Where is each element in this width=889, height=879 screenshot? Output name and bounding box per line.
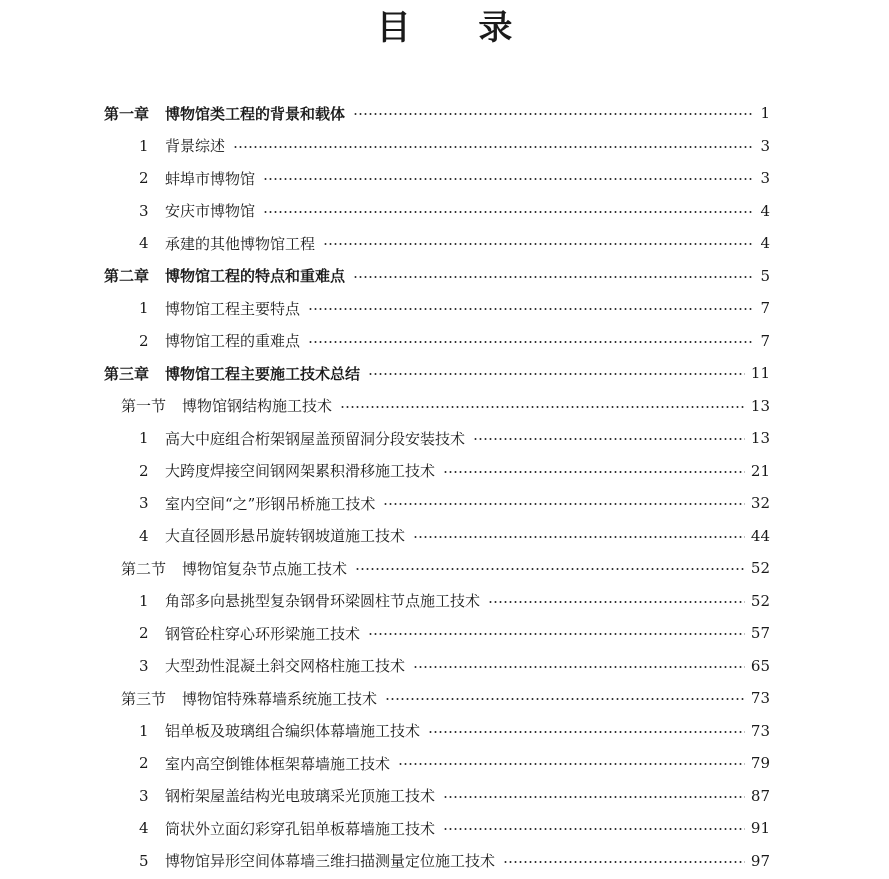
toc-entry-number: 2 xyxy=(139,624,149,643)
toc-entry-title: 博物馆工程的重难点 xyxy=(165,332,301,351)
toc-entry-number: 1 xyxy=(139,721,149,740)
toc-entry-page-number: 3 xyxy=(760,136,770,155)
toc-entry-page-number: 32 xyxy=(750,494,770,513)
toc-entry-page-number: 65 xyxy=(750,656,770,675)
toc-entry-item[interactable] xyxy=(104,747,770,780)
toc-entry-page-number: 73 xyxy=(750,689,770,708)
dot-leader xyxy=(443,471,745,473)
dot-leader xyxy=(385,698,745,700)
toc-entry-page-number: 7 xyxy=(760,331,770,350)
toc-entry-section[interactable] xyxy=(104,390,770,423)
toc-entry-title: 博物馆工程主要施工技术总结 xyxy=(165,364,361,383)
toc-entry-number: 第一章 xyxy=(104,104,150,123)
toc-entry-number: 第三节 xyxy=(121,689,167,708)
toc-entry-item[interactable] xyxy=(104,162,770,195)
toc-entry-chapter[interactable] xyxy=(104,97,770,130)
toc-entry-title: 大跨度焊接空间钢网架累积滑移施工技术 xyxy=(165,462,436,481)
toc-entry-item[interactable] xyxy=(104,422,770,455)
toc-entry-item[interactable] xyxy=(104,520,770,553)
toc-entry-chapter[interactable] xyxy=(104,357,770,390)
toc-entry-number: 第三章 xyxy=(104,364,150,383)
toc-entry-number: 第二章 xyxy=(104,267,150,286)
dot-leader xyxy=(368,633,745,635)
toc-entry-title: 博物馆类工程的背景和载体 xyxy=(165,104,346,123)
dot-leader xyxy=(368,373,745,375)
dot-leader xyxy=(398,763,745,765)
toc-entry-item[interactable] xyxy=(104,487,770,520)
dot-leader xyxy=(233,146,754,148)
toc-entry-section[interactable] xyxy=(104,682,770,715)
toc-entry-title: 承建的其他博物馆工程 xyxy=(165,234,316,253)
dot-leader xyxy=(263,178,754,180)
toc-entry-number: 2 xyxy=(139,754,149,773)
dot-leader xyxy=(308,308,754,310)
toc-entry-number: 3 xyxy=(139,656,149,675)
toc-entry-item[interactable] xyxy=(104,292,770,325)
toc-entry-number: 1 xyxy=(139,136,149,155)
toc-entry-page-number: 5 xyxy=(760,266,770,285)
toc-entry-item[interactable] xyxy=(104,227,770,260)
toc-entry-number: 3 xyxy=(139,786,149,805)
dot-leader xyxy=(355,568,745,570)
toc-entry-page-number: 44 xyxy=(750,526,770,545)
toc-entry-title: 博物馆钢结构施工技术 xyxy=(182,397,333,416)
toc-entry-title: 博物馆复杂节点施工技术 xyxy=(182,559,348,578)
page-title: 目 录 xyxy=(376,8,541,48)
toc-entry-title: 高大中庭组合桁架钢屋盖预留洞分段安装技术 xyxy=(165,429,466,448)
dot-leader xyxy=(488,601,745,603)
toc-entry-title: 博物馆异形空间体幕墙三维扫描测量定位施工技术 xyxy=(165,852,496,871)
toc-entry-page-number: 73 xyxy=(750,721,770,740)
toc-entry-page-number: 7 xyxy=(760,299,770,318)
toc-entry-item[interactable] xyxy=(104,617,770,650)
toc-entry-title: 室内高空倒锥体框架幕墙施工技术 xyxy=(165,754,391,773)
dot-leader xyxy=(473,438,745,440)
toc-entry-item[interactable] xyxy=(104,780,770,813)
dot-leader xyxy=(353,113,754,115)
dot-leader xyxy=(340,406,745,408)
toc-entry-number: 1 xyxy=(139,299,149,318)
toc-entry-title: 安庆市博物馆 xyxy=(165,202,256,221)
toc-entry-title: 背景综述 xyxy=(165,137,226,156)
toc-entry-item[interactable] xyxy=(104,455,770,488)
toc-entry-chapter[interactable] xyxy=(104,260,770,293)
toc-entry-number: 1 xyxy=(139,429,149,448)
dot-leader xyxy=(428,731,745,733)
toc-entry-item[interactable] xyxy=(104,585,770,618)
toc-entry-title: 筒状外立面幻彩穿孔铝单板幕墙施工技术 xyxy=(165,819,436,838)
toc-entry-number: 1 xyxy=(139,591,149,610)
toc-entry-page-number: 13 xyxy=(750,396,770,415)
toc-entry-page-number: 52 xyxy=(750,591,770,610)
toc-entry-number: 第二节 xyxy=(121,559,167,578)
toc-entry-item[interactable] xyxy=(104,715,770,748)
dot-leader xyxy=(503,861,745,863)
dot-leader xyxy=(308,341,754,343)
toc-entry-number: 4 xyxy=(139,526,149,545)
toc-entry-number: 4 xyxy=(139,819,149,838)
toc-entry-page-number: 4 xyxy=(760,234,770,253)
toc-entry-item[interactable] xyxy=(104,325,770,358)
toc-entry-page-number: 91 xyxy=(750,819,770,838)
toc-entry-page-number: 11 xyxy=(750,364,770,383)
toc-entry-number: 2 xyxy=(139,331,149,350)
toc-entry-title: 博物馆特殊幕墙系统施工技术 xyxy=(182,689,378,708)
toc-entry-page-number: 57 xyxy=(750,624,770,643)
toc-entry-title: 室内空间“之”形钢吊桥施工技术 xyxy=(165,494,376,513)
toc-entry-number: 第一节 xyxy=(121,397,167,416)
toc-entry-title: 钢桁架屋盖结构光电玻璃采光顶施工技术 xyxy=(165,787,436,806)
toc-entry-title: 钢管砼柱穿心环形梁施工技术 xyxy=(165,624,361,643)
toc-entry-number: 4 xyxy=(139,234,149,253)
toc-entry-page-number: 4 xyxy=(760,201,770,220)
toc-entry-item[interactable] xyxy=(104,130,770,163)
toc-entry-number: 5 xyxy=(139,851,149,870)
toc-entry-item[interactable] xyxy=(104,845,770,878)
toc-entry-item[interactable] xyxy=(104,650,770,683)
table-of-contents xyxy=(104,97,770,877)
toc-entry-page-number: 52 xyxy=(750,559,770,578)
dot-leader xyxy=(353,276,754,278)
dot-leader xyxy=(323,243,754,245)
dot-leader xyxy=(413,536,745,538)
toc-entry-page-number: 13 xyxy=(750,429,770,448)
dot-leader xyxy=(413,666,745,668)
toc-entry-title: 蚌埠市博物馆 xyxy=(165,169,256,188)
toc-entry-title: 博物馆工程主要特点 xyxy=(165,299,301,318)
toc-entry-item[interactable] xyxy=(104,195,770,228)
toc-entry-page-number: 1 xyxy=(760,104,770,123)
toc-entry-page-number: 97 xyxy=(750,851,770,870)
toc-entry-page-number: 79 xyxy=(750,754,770,773)
toc-entry-page-number: 21 xyxy=(750,461,770,480)
dot-leader xyxy=(443,796,745,798)
toc-entry-title: 大直径圆形悬吊旋转钢坡道施工技术 xyxy=(165,527,406,546)
dot-leader xyxy=(263,211,754,213)
toc-entry-page-number: 87 xyxy=(750,786,770,805)
toc-entry-title: 角部多向悬挑型复杂钢骨环梁圆柱节点施工技术 xyxy=(165,592,481,611)
toc-entry-title: 大型劲性混凝土斜交网格柱施工技术 xyxy=(165,657,406,676)
dot-leader xyxy=(383,503,745,505)
toc-entry-number: 3 xyxy=(139,201,149,220)
toc-entry-number: 2 xyxy=(139,461,149,480)
toc-entry-item[interactable] xyxy=(104,812,770,845)
toc-entry-section[interactable] xyxy=(104,552,770,585)
toc-entry-number: 2 xyxy=(139,169,149,188)
dot-leader xyxy=(443,828,745,830)
toc-entry-title: 博物馆工程的特点和重难点 xyxy=(165,267,346,286)
toc-entry-number: 3 xyxy=(139,494,149,513)
toc-entry-title: 铝单板及玻璃组合编织体幕墙施工技术 xyxy=(165,722,421,741)
toc-entry-page-number: 3 xyxy=(760,169,770,188)
